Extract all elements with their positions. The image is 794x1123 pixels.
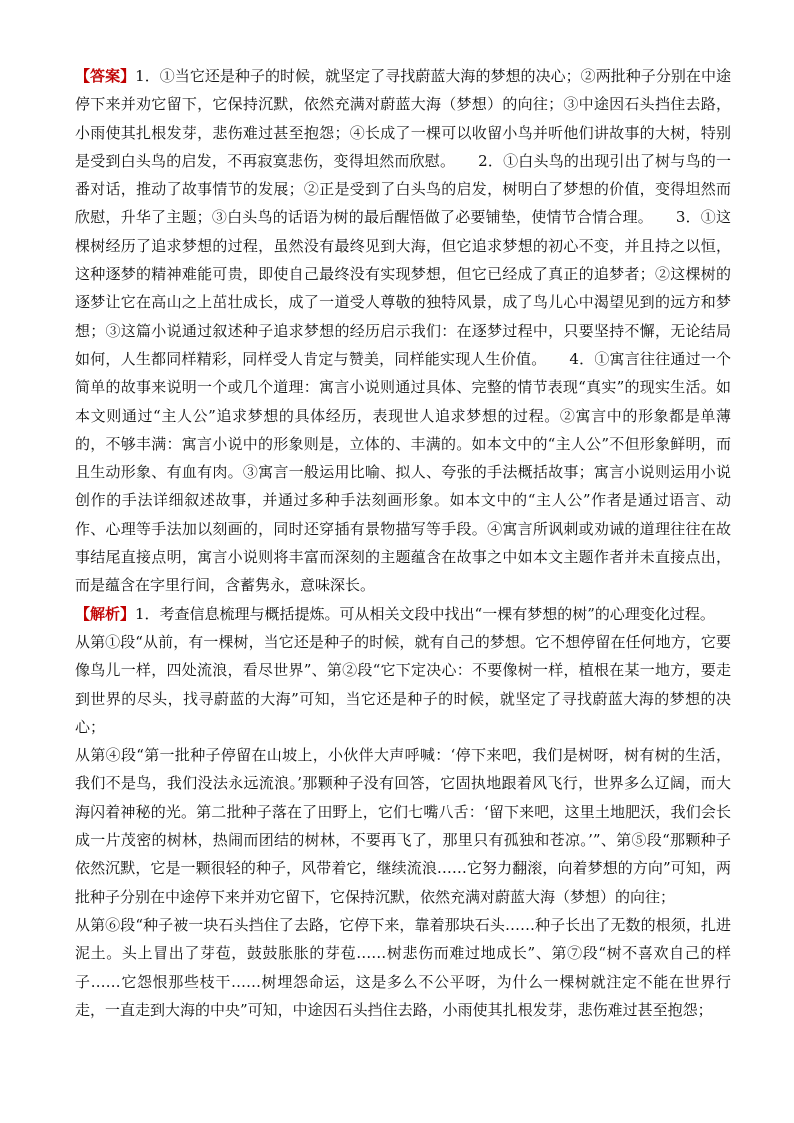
analysis-tag: 【解析】 xyxy=(75,604,136,623)
analysis-paragraph-2: 从第④段“第一批种子停留在山坡上，小伙伴大声呼喊：‘停下来吧，我们是树呀，树有树的生活，我们不是鸟，我们没法永远流浪。’那颗种子没有回答，它固执地跟着风飞行，世界多么辽阔，而大海闪着神秘的光。第二批种子落在了田野上，它们七嘴八舌：‘留下来吧，这里土地肥沃，我们会长成一片茂密的树林，热闹而团结的树林，不要再飞了，那里只有孤独和苍凉。’”、第⑤段“那颗种子依然沉默，它是一颗很轻的种子，风带着它，继续流浪……它努力翻滚，向着梦想的方向”可知，两批种子分别在中途停下来并劝它留下，它保持沉默，依然充满对蔚蓝大海（梦想）的向往； xyxy=(75,746,731,906)
analysis-paragraph-1: 从第①段“从前，有一棵树，当它还是种子的时候，就有自己的梦想。它不想停留在任何地方，它要像鸟儿一样，四处流浪，看尽世界”、第②段“它下定决心：不要像树一样，植根在某一地方，要走到世界的尽头，找寻蔚蓝的大海”可知，当它还是种子的时候，就坚定了寻找蔚蓝大海的梦想的决心； xyxy=(75,632,731,736)
answer-paragraph xyxy=(75,62,731,600)
answer-text: 1．①当它还是种子的时候，就坚定了寻找蔚蓝大海的梦想的决心；②两批种子分别在中途停下来并劝它留下，它保持沉默，依然充满对蔚蓝大海（梦想）的向往；③中途因石头挡住去路，小雨使其扎根发芽，悲伤难过甚至抱怨；④长成了一棵可以收留小鸟并听他们讲故事的大树，特别是受到白头鸟的启发，不再寂寞悲伤，变得坦然而欣慰。 2．①白头鸟的出现引出了树与鸟的一番对话，推动了故事情节的发展；②正是受到了白头鸟的启发，树明白了梦想的价值，变得坦然而欣慰，升华了主题；③白头鸟的话语为树的最后醒悟做了必要铺垫，使情节合情合理。 3．①这棵树经历了追求梦想的过程，虽然没有最终见到大海，但它追求梦想的初心不变，并且持之以恒，这种逐梦的精神难能可贵，即使自己最终没有实现梦想，但它已经成了真正的追梦者；②这棵树的逐梦让它在高山之上茁壮成长，成了一道受人尊敬的独特风景，成了鸟儿心中渴望见到的远方和梦想；③这篇小说通过叙述种子追求梦想的经历启示我们：在逐梦过程中，只要坚持不懈，无论结局如何，人生都同样精彩，同样受人肯定与赞美，同样能实现人生价值。 4．①寓言往往通过一个简单的故事来说明一个或几个道理：寓言小说则通过具体、完整的情节表现“真实”的现实生活。如本文则通过“主人公”追求梦想的具体经历，表现世人追求梦想的过程。②寓言中的形象都是单薄的，不够丰满：寓言小说中的形象则是，立体的、丰满的。如本文中的“主人公”不但形象鲜明，而且生动形象、有血有肉。③寓言一般运用比喻、拟人、夸张的手法概括故事；寓言小说则运用小说创作的手法详细叙述故事，并通过多种手法刻画形象。如本文中的“主人公”作者是通过语言、动作、心理等手法加以刻画的，同时还穿插有景物描写等手段。④寓言所讽刺或劝诫的道理往往在故事结尾直接点明，寓言小说则将丰富而深刻的主题蕴含在故事之中如本文主题作者并未直接点出，而是蕴含在字里行间，含蓄隽永，意味深长。 xyxy=(75,67,731,595)
analysis-intro-text: 1．考查信息梳理与概括提炼。可从相关文段中找出“一棵有梦想的树”的心理变化过程。 xyxy=(135,604,715,623)
answer-tag: 【答案】 xyxy=(75,67,136,85)
analysis-paragraph-3: 从第⑥段“种子被一块石头挡住了去路，它停下来，靠着那块石头……种子长出了无数的根须，扎进泥土。头上冒出了芽苞，鼓鼓胀胀的芽苞……树悲伤而难过地成长”、第⑦段“树不喜欢自己的样子……它怨恨那些枝干……树埋怨命运，这是多么不公平呀，为什么一棵树就注定不能在世界行走，一直走到大海的中央”可知，中途因石头挡住去路，小雨使其扎根发芽，悲伤难过甚至抱怨； xyxy=(75,915,731,1019)
analysis-intro xyxy=(75,600,731,628)
